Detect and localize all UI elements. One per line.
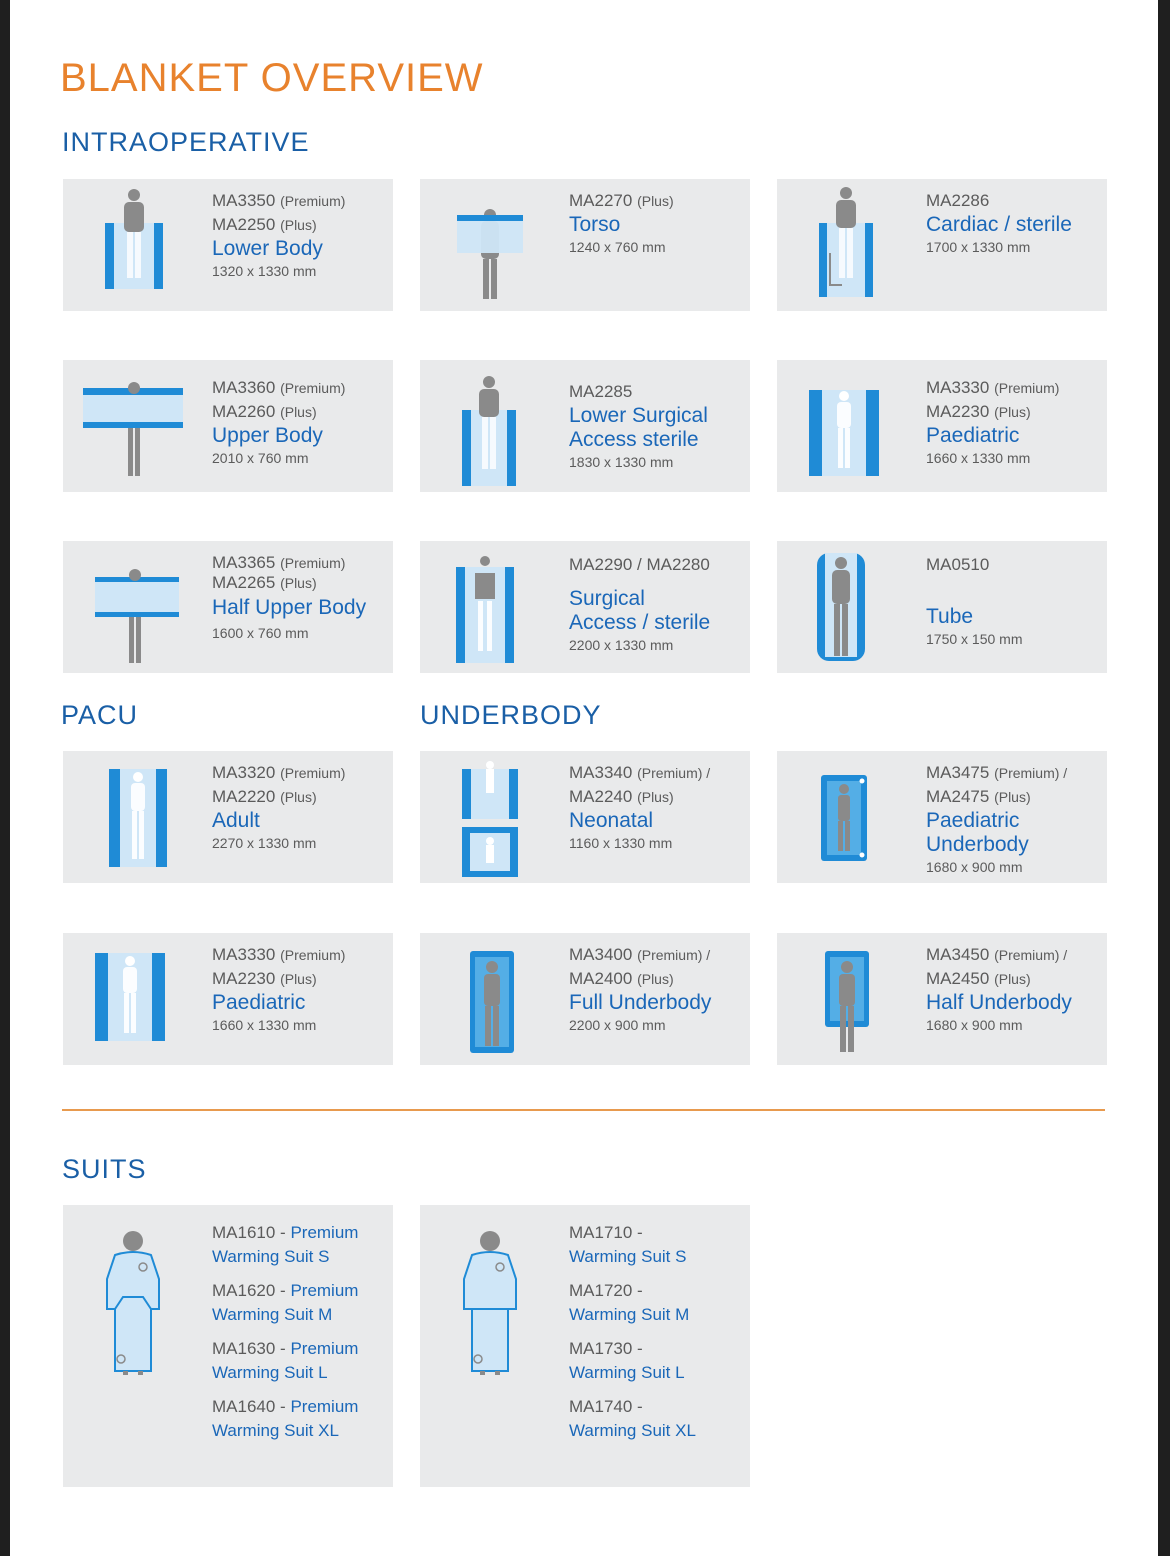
suit-tier: Premium bbox=[290, 1397, 359, 1416]
product-name: Paediatric bbox=[212, 991, 306, 1014]
blanket-card-paediatric-pacu[interactable] bbox=[63, 933, 393, 1065]
product-name: Lower Body bbox=[212, 237, 323, 260]
product-tier: (Premium) / bbox=[637, 947, 711, 963]
product-code-alt: MA2475 bbox=[926, 787, 990, 806]
product-code: MA2270 bbox=[569, 191, 633, 210]
suit-code: MA1710 - bbox=[569, 1223, 643, 1242]
product-name: Adult bbox=[212, 809, 260, 832]
suit-item bbox=[569, 1395, 749, 1443]
suit-item bbox=[212, 1221, 392, 1269]
suit-code: MA1730 - bbox=[569, 1339, 643, 1358]
product-tier: (Premium) / bbox=[994, 947, 1068, 963]
product-size: 1660 x 1330 mm bbox=[212, 1017, 317, 1033]
paediatric-blanket-icon bbox=[797, 364, 897, 488]
product-tier: (Premium) bbox=[280, 380, 346, 396]
suit-name: Warming Suit L bbox=[212, 1363, 328, 1382]
surgical-access-blanket-icon bbox=[440, 545, 540, 669]
blanket-card-torso[interactable] bbox=[420, 179, 750, 311]
product-tier: (Premium) bbox=[280, 555, 346, 571]
suit-code: MA1610 - bbox=[212, 1223, 291, 1242]
product-name: Paediatric bbox=[926, 424, 1020, 447]
blanket-card-lower-body[interactable] bbox=[63, 179, 393, 311]
suit-code: MA1620 - bbox=[212, 1281, 291, 1300]
lower-body-blanket-icon bbox=[83, 183, 183, 307]
product-name: Half Upper Body bbox=[212, 596, 367, 619]
section-underbody: UNDERBODY bbox=[420, 700, 602, 730]
product-tier-alt: (Plus) bbox=[637, 789, 674, 805]
section-pacu: PACU bbox=[61, 700, 139, 730]
product-tier-alt: (Plus) bbox=[280, 575, 317, 591]
product-size: 1660 x 1330 mm bbox=[926, 450, 1031, 466]
product-code: MA3450 bbox=[926, 945, 990, 964]
product-size: 1830 x 1330 mm bbox=[569, 454, 674, 470]
product-code-alt: MA2250 bbox=[212, 215, 276, 234]
suit-name: Warming Suit XL bbox=[212, 1421, 339, 1440]
premium-suit-icon bbox=[93, 1227, 173, 1377]
product-tier-alt: (Plus) bbox=[280, 404, 317, 420]
product-name: Cardiac / sterile bbox=[926, 213, 1072, 236]
product-code: MA3400 bbox=[569, 945, 633, 964]
product-name-line2: Underbody bbox=[926, 833, 1029, 856]
product-size: 1320 x 1330 mm bbox=[212, 263, 317, 279]
suit-item bbox=[212, 1279, 392, 1327]
product-code-alt: MA2400 bbox=[569, 969, 633, 988]
product-tier: (Premium) bbox=[280, 765, 346, 781]
standard-suits-card[interactable] bbox=[420, 1205, 750, 1487]
catalog-page bbox=[10, 0, 1158, 1556]
product-name: Tube bbox=[926, 605, 974, 628]
section-suits: SUITS bbox=[62, 1154, 147, 1184]
lower-surgical-blanket-icon bbox=[440, 364, 540, 488]
product-size: 1680 x 900 mm bbox=[926, 1017, 1023, 1033]
suit-tier: Premium bbox=[290, 1281, 359, 1300]
product-tier-alt: (Plus) bbox=[280, 971, 317, 987]
product-code-alt: MA2240 bbox=[569, 787, 633, 806]
product-name: Upper Body bbox=[212, 424, 323, 447]
suit-tier: Premium bbox=[290, 1339, 359, 1358]
suit-item bbox=[569, 1279, 749, 1327]
suit-code: MA1740 - bbox=[569, 1397, 643, 1416]
product-name: Torso bbox=[569, 213, 621, 236]
product-code: MA0510 bbox=[926, 555, 990, 574]
product-code: MA3330 bbox=[212, 945, 276, 964]
blanket-card-cardiac-sterile[interactable] bbox=[777, 179, 1107, 311]
product-tier-alt: (Plus) bbox=[994, 404, 1031, 420]
product-tier: (Premium) bbox=[994, 380, 1060, 396]
product-size: 1680 x 900 mm bbox=[926, 859, 1023, 875]
section-divider bbox=[62, 1109, 1105, 1111]
product-code: MA3330 bbox=[926, 378, 990, 397]
cardiac-blanket-icon bbox=[797, 183, 897, 307]
product-code: MA3350 bbox=[212, 191, 276, 210]
blanket-card-full-underbody[interactable] bbox=[420, 933, 750, 1065]
suit-code: MA1640 - bbox=[212, 1397, 291, 1416]
suit-item bbox=[569, 1337, 749, 1385]
premium-suits-card[interactable] bbox=[63, 1205, 393, 1487]
product-name: Lower Surgical bbox=[569, 404, 708, 427]
product-code: MA2290 / MA2280 bbox=[569, 555, 710, 574]
product-size: 1750 x 150 mm bbox=[926, 631, 1023, 647]
product-code: MA2285 bbox=[569, 382, 633, 401]
product-name: Half Underbody bbox=[926, 991, 1072, 1014]
product-size: 1700 x 1330 mm bbox=[926, 239, 1031, 255]
product-code: MA3320 bbox=[212, 763, 276, 782]
product-tier: (Premium) / bbox=[637, 765, 711, 781]
section-intraoperative: INTRAOPERATIVE bbox=[62, 127, 310, 157]
product-size: 1160 x 1330 mm bbox=[569, 835, 673, 851]
product-code-alt: MA2260 bbox=[212, 402, 276, 421]
product-tier-alt: (Plus) bbox=[280, 217, 317, 233]
product-tier-alt: (Plus) bbox=[994, 971, 1031, 987]
suit-name: Warming Suit L bbox=[569, 1363, 685, 1382]
blanket-card-surgical-access[interactable] bbox=[420, 541, 750, 673]
paediatric-underbody-icon bbox=[797, 755, 897, 879]
product-tier-alt: (Plus) bbox=[280, 789, 317, 805]
suit-name: Warming Suit M bbox=[569, 1305, 690, 1324]
full-underbody-icon bbox=[440, 937, 540, 1061]
adult-blanket-icon bbox=[83, 755, 183, 879]
product-code-alt: MA2220 bbox=[212, 787, 276, 806]
product-code-alt: MA2450 bbox=[926, 969, 990, 988]
suit-item bbox=[212, 1395, 392, 1443]
standard-suit-icon bbox=[450, 1227, 530, 1377]
product-tier-alt: (Plus) bbox=[637, 971, 674, 987]
blanket-card-neonatal[interactable] bbox=[420, 751, 750, 883]
suit-name: Warming Suit S bbox=[212, 1247, 330, 1266]
product-name-line2: Access sterile bbox=[569, 428, 699, 451]
product-code: MA3365 bbox=[212, 553, 276, 572]
blanket-card-paediatric-underbody[interactable] bbox=[777, 751, 1107, 883]
upper-body-blanket-icon bbox=[83, 364, 183, 488]
suit-tier: Premium bbox=[290, 1223, 359, 1242]
blanket-card-upper-body[interactable] bbox=[63, 360, 393, 492]
product-name-line2: Access / sterile bbox=[569, 611, 711, 634]
product-name: Full Underbody bbox=[569, 991, 712, 1014]
blanket-card-paediatric[interactable] bbox=[777, 360, 1107, 492]
suit-code: MA1720 - bbox=[569, 1281, 643, 1300]
neonatal-blanket-icon bbox=[440, 755, 540, 879]
product-size: 2200 x 1330 mm bbox=[569, 637, 674, 653]
product-code: MA3340 bbox=[569, 763, 633, 782]
half-underbody-icon bbox=[797, 937, 897, 1061]
product-tier: (Premium) / bbox=[994, 765, 1068, 781]
product-name: Neonatal bbox=[569, 809, 654, 832]
product-size: 1240 x 760 mm bbox=[569, 239, 666, 255]
suit-code: MA1630 - bbox=[212, 1339, 291, 1358]
product-size: 2200 x 900 mm bbox=[569, 1017, 666, 1033]
suit-item bbox=[212, 1337, 392, 1385]
product-code-alt: MA2230 bbox=[926, 402, 990, 421]
suit-name: Warming Suit M bbox=[212, 1305, 333, 1324]
product-size: 2010 x 760 mm bbox=[212, 450, 309, 466]
product-size: 2270 x 1330 mm bbox=[212, 835, 317, 851]
product-tier: (Plus) bbox=[637, 193, 674, 209]
product-code: MA2286 bbox=[926, 191, 990, 210]
product-tier: (Premium) bbox=[280, 947, 346, 963]
blanket-card-tube[interactable] bbox=[777, 541, 1107, 673]
product-code: MA3360 bbox=[212, 378, 276, 397]
product-tier: (Premium) bbox=[280, 193, 346, 209]
suit-item bbox=[569, 1221, 749, 1269]
product-size: 1600 x 760 mm bbox=[212, 625, 309, 641]
half-upper-body-blanket-icon bbox=[83, 545, 183, 669]
product-code-alt: MA2230 bbox=[212, 969, 276, 988]
paediatric-blanket-icon bbox=[83, 937, 183, 1061]
product-code-alt: MA2265 bbox=[212, 573, 276, 592]
product-tier-alt: (Plus) bbox=[994, 789, 1031, 805]
blanket-card-lower-surgical[interactable] bbox=[420, 360, 750, 492]
product-code: MA3475 bbox=[926, 763, 990, 782]
tube-blanket-icon bbox=[797, 545, 897, 669]
blanket-card-adult[interactable] bbox=[63, 751, 393, 883]
blanket-card-half-upper-body[interactable] bbox=[63, 541, 393, 673]
torso-blanket-icon bbox=[440, 183, 540, 307]
product-name: Paediatric bbox=[926, 809, 1020, 832]
blanket-card-half-underbody[interactable] bbox=[777, 933, 1107, 1065]
suit-name: Warming Suit S bbox=[569, 1247, 687, 1266]
product-name: Surgical bbox=[569, 587, 645, 610]
page-title: BLANKET OVERVIEW bbox=[60, 56, 484, 100]
suit-name: Warming Suit XL bbox=[569, 1421, 696, 1440]
